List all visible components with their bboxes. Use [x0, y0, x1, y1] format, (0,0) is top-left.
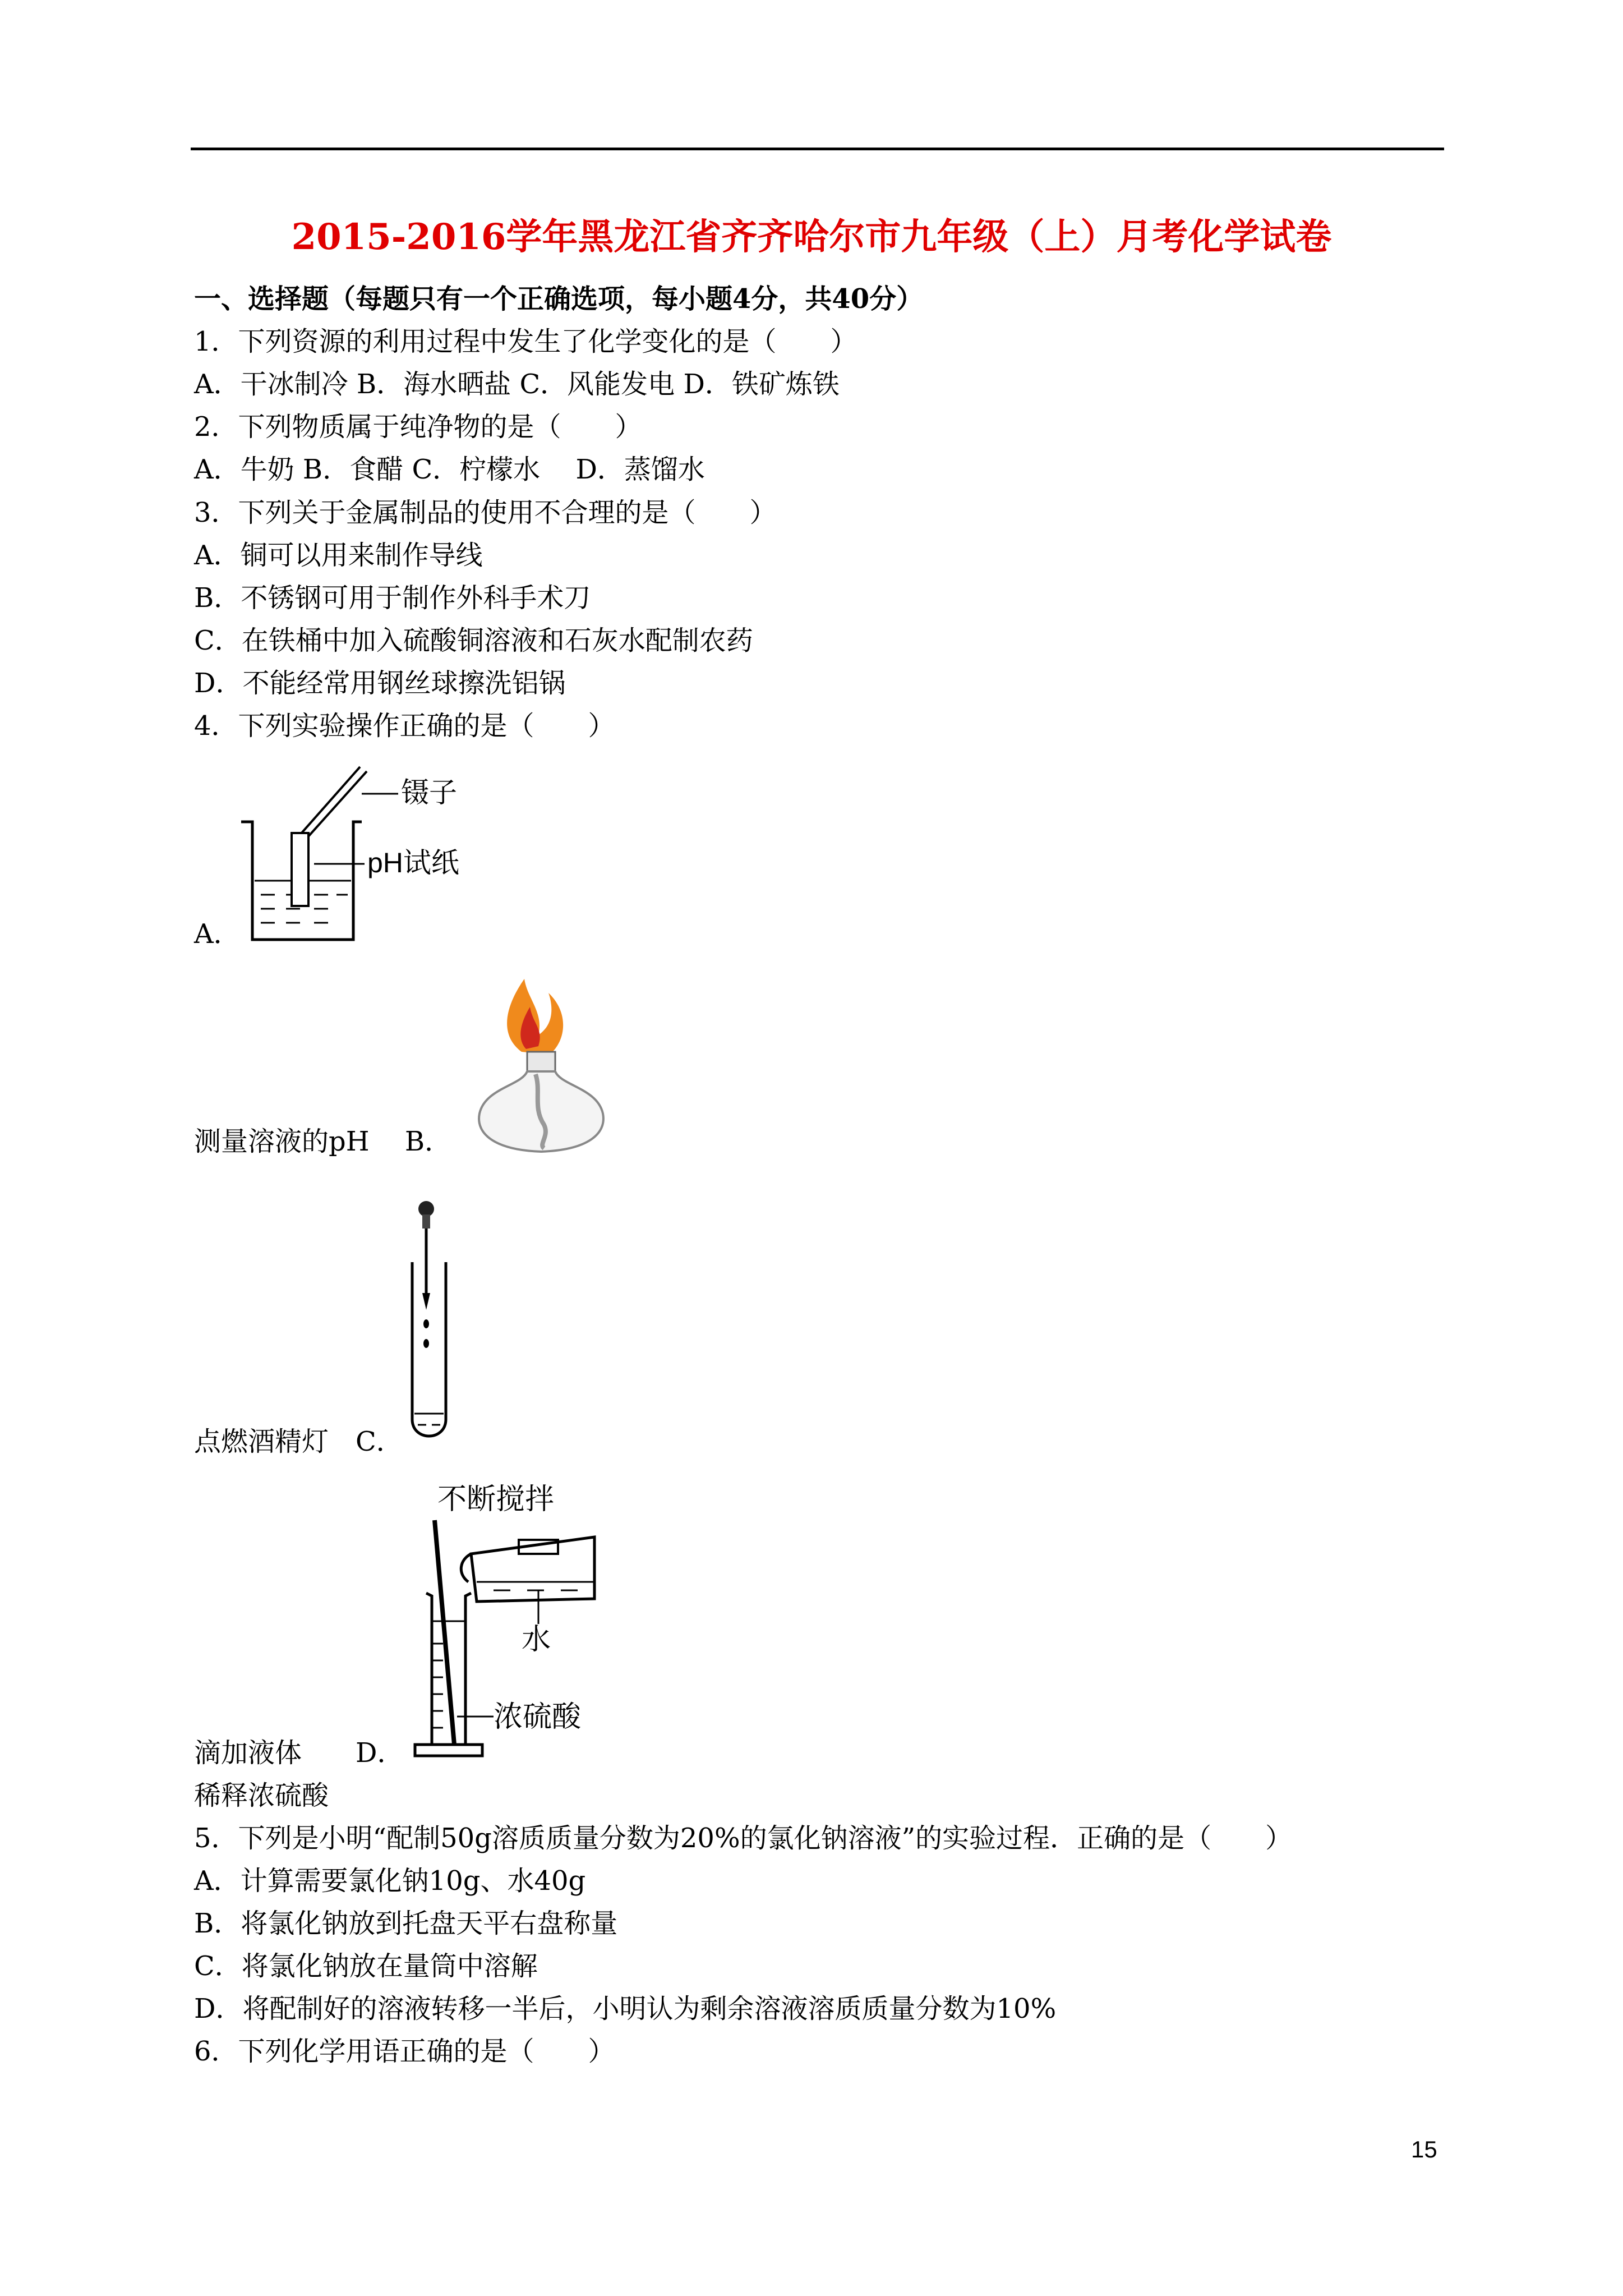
exam-title: 2015-2016学年黑龙江省齐齐哈尔市九年级（上）月考化学试卷	[291, 216, 1332, 258]
lamp-cap-icon	[527, 1052, 555, 1071]
q5-stem: 5．下列是小明“配制50g溶质质量分数为20%的氯化钠溶液”的实验过程．正确的是（ ）	[194, 1823, 1293, 1854]
q1-options: A．干冰制冷 B．海水晒盐 C．风能发电 D．铁矿炼铁	[194, 369, 840, 400]
beaker-pouring-icon	[461, 1537, 594, 1602]
q5-option-a: A．计算需要氯化钠10g、水40g	[194, 1865, 586, 1897]
lamp-body-icon	[479, 1071, 603, 1152]
acid-label: 浓硫酸	[494, 1701, 582, 1733]
q4-stem: 4．下列实验操作正确的是（ ）	[194, 710, 615, 742]
section-heading: 一、选择题（每题只有一个正确选项，每小题4分，共40分）	[194, 283, 924, 315]
q3-option-a: A．铜可以用来制作导线	[194, 540, 483, 571]
q4-caption-c-letter-d: 滴加液体 D．	[194, 1737, 404, 1769]
q3-option-c: C．在铁桶中加入硫酸铜溶液和石灰水配制农药	[194, 625, 753, 656]
dropper-bulb-icon	[418, 1201, 434, 1217]
q3-option-b: B．不锈钢可用于制作外科手术刀	[194, 582, 591, 614]
ph-paper-label: pH试纸	[367, 847, 459, 878]
q4-caption-a-letter-b: 测量溶液的pH B．	[194, 1126, 452, 1157]
q1-stem: 1．下列资源的利用过程中发生了化学变化的是（ ）	[194, 326, 857, 357]
page-number: 15	[1411, 2136, 1437, 2162]
q6-stem: 6．下列化学用语正确的是（ ）	[194, 2036, 615, 2067]
figure-c-dropper	[401, 1198, 468, 1444]
q4-caption-d: 稀释浓硫酸	[194, 1780, 329, 1811]
q2-stem: 2．下列物质属于纯净物的是（ ）	[194, 411, 642, 443]
stir-label: 不断搅拌	[437, 1483, 555, 1516]
q4-option-a-letter: A．	[194, 918, 241, 950]
q5-option-b: B．将氯化钠放到托盘天平右盘称量	[194, 1908, 618, 1939]
tweezers-label: 镊子	[401, 777, 457, 808]
water-label: 水	[522, 1623, 551, 1656]
q5-option-c: C．将氯化钠放在量筒中溶解	[194, 1950, 538, 1982]
figure-a-ph-test	[236, 760, 482, 951]
q5-option-d: D．将配制好的溶液转移一半后，小明认为剩余溶液溶质质量分数为10%	[194, 1993, 1057, 2024]
q3-option-d: D．不能经常用钢丝球擦洗铝锅	[194, 668, 566, 699]
q4-caption-b-letter-c: 点燃酒精灯 C．	[194, 1426, 403, 1457]
q2-options: A．牛奶 B．食醋 C．柠檬水 D．蒸馏水	[194, 454, 705, 485]
ph-paper-icon	[292, 833, 308, 906]
header-rule	[191, 148, 1444, 150]
test-tube-icon	[412, 1262, 446, 1436]
figure-d-dilution	[404, 1475, 662, 1761]
q3-stem: 3．下列关于金属制品的使用不合理的是（ ）	[194, 497, 777, 528]
figure-b-alcohol-lamp	[460, 973, 628, 1158]
